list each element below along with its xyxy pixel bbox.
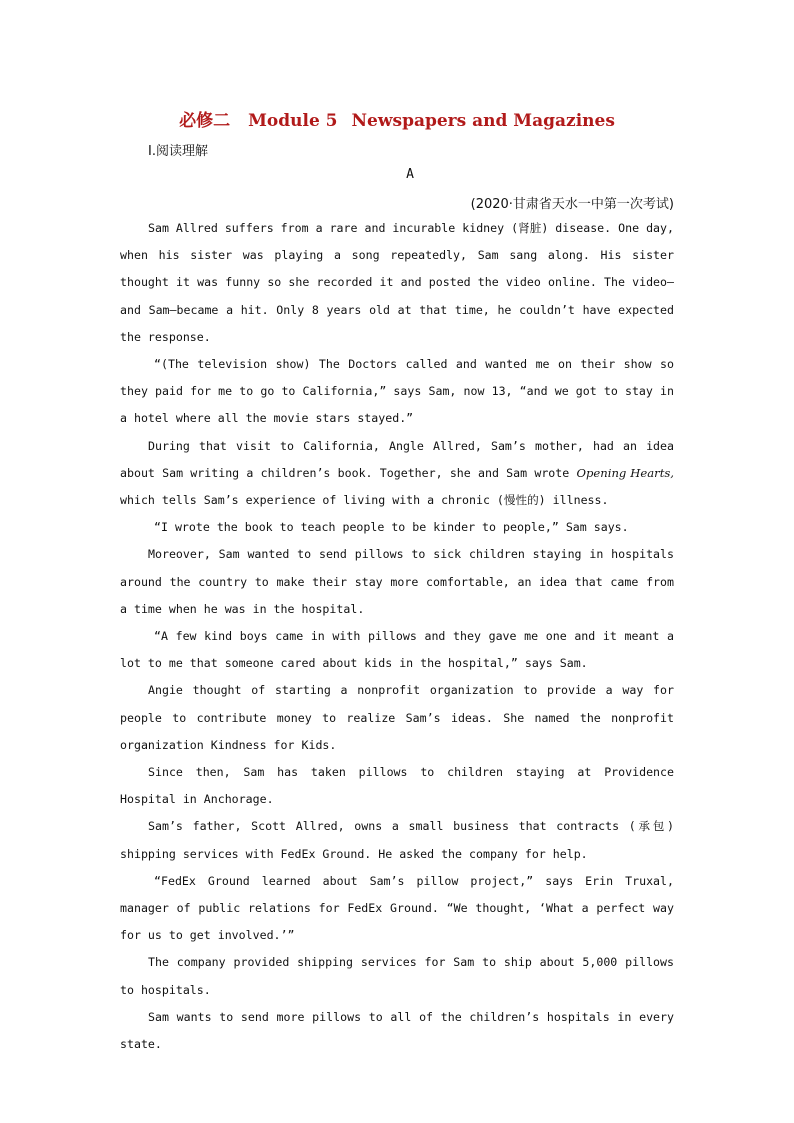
- paragraph: [120, 433, 674, 515]
- title-module: Module 5: [248, 111, 338, 131]
- passage-letter: A: [406, 167, 414, 182]
- paragraph: “A few kind boys came in with pillows and they gave me one and it meant a lot to me that someone cared about kids in the hospital,” says Sam.: [120, 629, 674, 671]
- book-title: Opening Hearts,: [576, 465, 674, 480]
- passage-body: [120, 215, 674, 1058]
- paragraph-text: which tells Sam’s experience of living with a chronic (慢性的) illness.: [120, 493, 609, 508]
- source-note: (2020·甘肃省天水一中第一次考试): [470, 197, 674, 212]
- paragraph: Sam’s father, Scott Allred, owns a small business that contracts (承包) shipping services with FedEx Ground. He asked the company for help.: [120, 819, 674, 861]
- paragraph: Sam Allred suffers from a rare and incurable kidney (肾脏) disease. One day, when his sister was playing a song repeatedly, Sam sang along. His sister thought it was funny so she recorded it and posted the video online. The video—and Sam—became a hit. Only 8 years old at that time, he couldn’t have expected the response.: [120, 221, 674, 344]
- section-label: Ⅰ.阅读理解: [148, 144, 208, 159]
- paragraph: “FedEx Ground learned about Sam’s pillow project,” says Erin Truxal, manager of public relations for FedEx Ground. “We thought, ‘What a perfect way for us to get involved.’”: [120, 873, 674, 943]
- page-title: [0, 106, 794, 131]
- paragraph-text: During that visit to California, Angle Allred, Sam’s mother, had an idea about Sam writing a children’s book. Together, she and Sam wrote: [120, 438, 674, 480]
- title-module-name: Newspapers and Magazines: [351, 111, 615, 131]
- title-cn: 必修二: [179, 111, 231, 131]
- paragraph: “I wrote the book to teach people to be kinder to people,” Sam says.: [154, 520, 629, 535]
- paragraph: Angie thought of starting a nonprofit organization to provide a way for people to contribute money to realize Sam’s ideas. She named the nonprofit organization Kindness for Kids.: [120, 683, 674, 752]
- paragraph: Moreover, Sam wanted to send pillows to sick children staying in hospitals around the country to make their stay more comfortable, an idea that came from a time when he was in the hospital.: [120, 547, 674, 616]
- paragraph: “(The television show) The Doctors called and wanted me on their show so they paid for me to go to California,” says Sam, now 13, “and we got to stay in a hotel where all the movie stars stayed.”: [120, 357, 674, 426]
- paragraph: Since then, Sam has taken pillows to children staying at Providence Hospital in Anchorage.: [120, 765, 674, 807]
- paragraph: Sam wants to send more pillows to all of the children’s hospitals in every state.: [120, 1009, 674, 1052]
- paragraph: The company provided shipping services for Sam to ship about 5,000 pillows to hospitals.: [120, 955, 674, 997]
